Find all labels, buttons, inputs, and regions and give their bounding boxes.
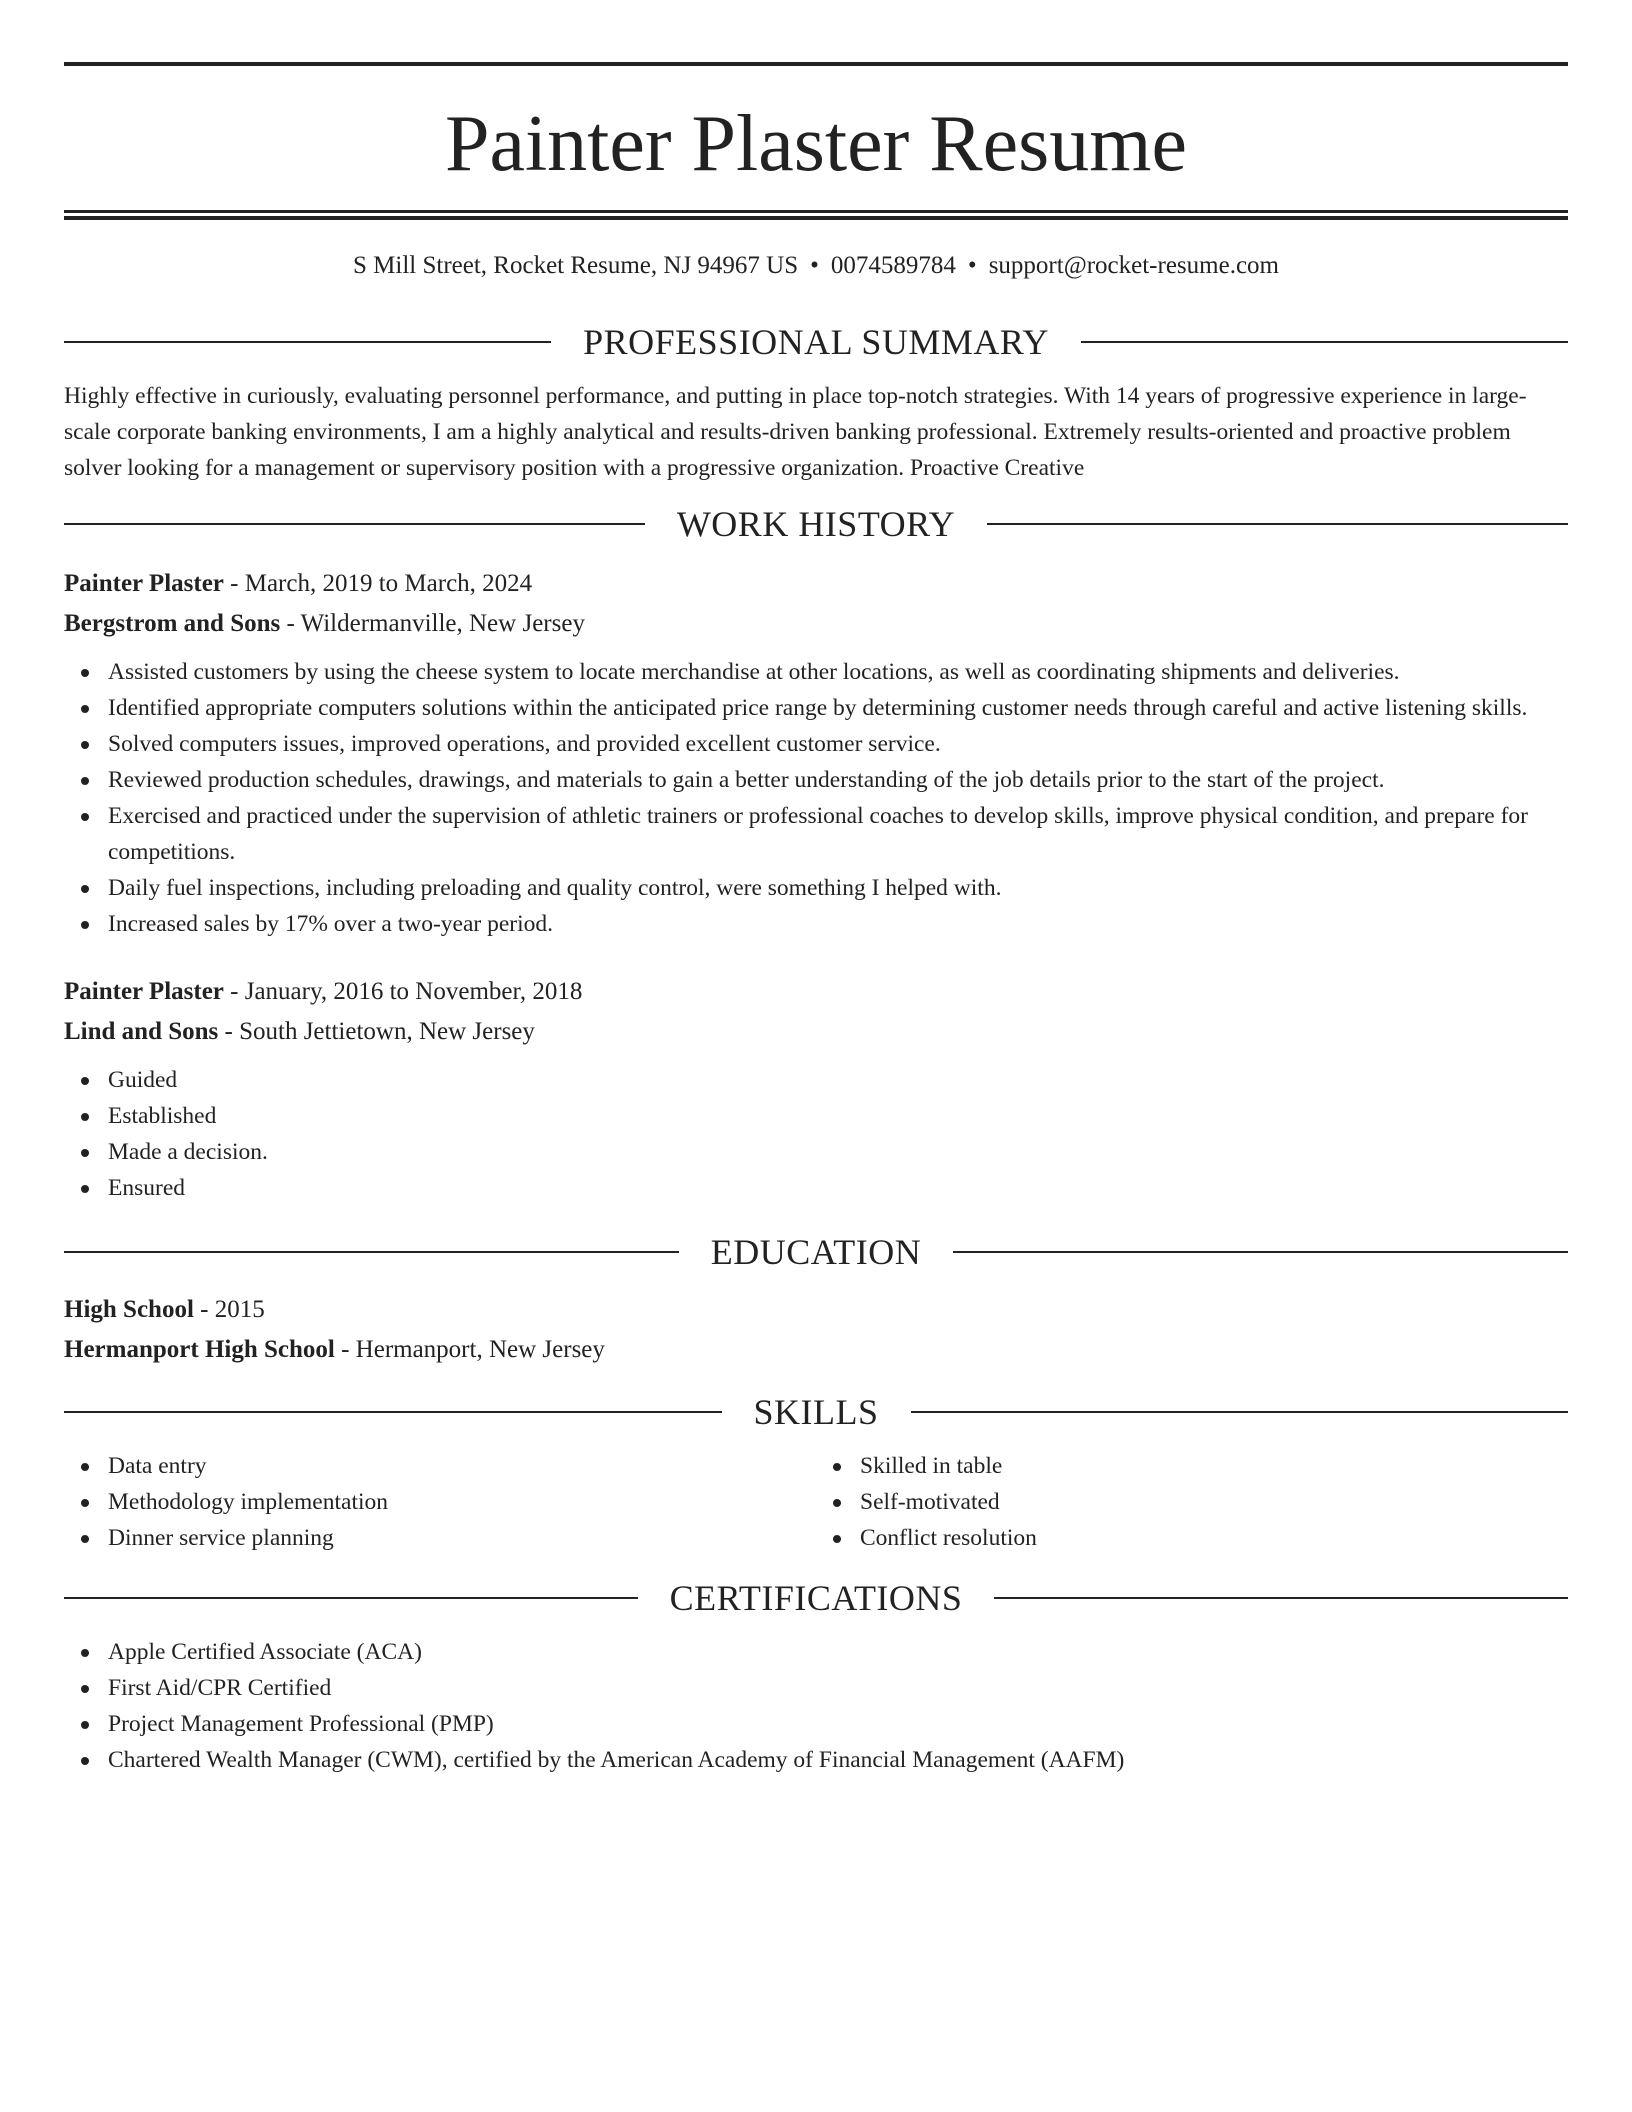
list-item: Identified appropriate computers solutions within the anticipated price range by determining customer needs through careful and active listening skills. bbox=[108, 690, 1568, 726]
job-location: - South Jettietown, New Jersey bbox=[218, 1018, 535, 1045]
education-location: - Hermanport, New Jersey bbox=[334, 1336, 605, 1363]
section-title: SKILLS bbox=[753, 1392, 879, 1432]
contact-address: S Mill Street, Rocket Resume, NJ 94967 US bbox=[353, 252, 799, 279]
list-item: Exercised and practiced under the supervision of athletic trainers or professional coaches to develop skills, improve physical condition, and prepare for competitions. bbox=[108, 798, 1568, 870]
education-entry bbox=[64, 1290, 1568, 1370]
job-company-line bbox=[64, 1012, 1568, 1052]
section-heading-skills bbox=[64, 1390, 1568, 1434]
job-title: Painter Plaster bbox=[64, 978, 224, 1005]
heading-rule bbox=[994, 1597, 1568, 1599]
list-item: Established bbox=[108, 1098, 1568, 1134]
list-item: Data entry bbox=[108, 1448, 816, 1484]
list-item: Daily fuel inspections, including preloading and quality control, were something I helped with. bbox=[108, 870, 1568, 906]
job-dates: - March, 2019 to March, 2024 bbox=[223, 570, 533, 597]
skills-grid bbox=[64, 1434, 1568, 1556]
heading-rule bbox=[987, 523, 1568, 525]
list-item: Conflict resolution bbox=[860, 1520, 1568, 1556]
resume-title: Painter Plaster Resume bbox=[444, 100, 1188, 188]
list-item: Skilled in table bbox=[860, 1448, 1568, 1484]
heading-rule bbox=[1081, 341, 1568, 343]
list-item: Methodology implementation bbox=[108, 1484, 816, 1520]
heading-rule bbox=[64, 341, 551, 343]
job-title-line bbox=[64, 564, 1568, 604]
skills-column-left bbox=[64, 1448, 816, 1556]
section-heading-education bbox=[64, 1230, 1568, 1274]
heading-rule bbox=[64, 1411, 722, 1413]
list-item: Made a decision. bbox=[108, 1134, 1568, 1170]
heading-rule bbox=[64, 1597, 638, 1599]
list-item: Project Management Professional (PMP) bbox=[108, 1706, 1568, 1742]
skills-column-right bbox=[816, 1448, 1568, 1556]
list-item: Assisted customers by using the cheese system to locate merchandise at other locations, as well as coordinating shipments and deliveries. bbox=[108, 654, 1568, 690]
top-rule bbox=[64, 62, 1568, 66]
job-entry bbox=[64, 972, 1568, 1206]
list-item: First Aid/CPR Certified bbox=[108, 1670, 1568, 1706]
summary-paragraph: Highly effective in curiously, evaluating personnel performance, and putting in place top-notch strategies. With 14 years of progressive experience in large-scale corporate banking environments, I am a highly analytical and results-driven banking professional. Extremely results-oriented and proactive problem solver looking for a management or supervisory position with a progressive organization. Proactive Creative bbox=[64, 383, 1527, 481]
list-item: Apple Certified Associate (ACA) bbox=[108, 1634, 1568, 1670]
heading-rule bbox=[911, 1411, 1569, 1413]
contact-phone: 0074589784 bbox=[830, 252, 956, 279]
job-bullets bbox=[64, 654, 1568, 942]
list-item: Self-motivated bbox=[860, 1484, 1568, 1520]
job-company: Lind and Sons bbox=[64, 1018, 219, 1045]
education-year: - 2015 bbox=[193, 1296, 265, 1323]
resume-page bbox=[64, 62, 1568, 1778]
job-title: Painter Plaster bbox=[64, 570, 224, 597]
section-title: CERTIFICATIONS bbox=[669, 1578, 963, 1618]
contact-email: support@rocket-resume.com bbox=[988, 252, 1279, 279]
list-item: Ensured bbox=[108, 1170, 1568, 1206]
job-company-line bbox=[64, 604, 1568, 644]
list-item: Reviewed production schedules, drawings, and materials to gain a better understanding of the job details prior to the start of the project. bbox=[108, 762, 1568, 798]
job-company: Bergstrom and Sons bbox=[64, 610, 281, 637]
contact-line bbox=[64, 250, 1568, 282]
job-entry bbox=[64, 564, 1568, 942]
education-degree: High School bbox=[64, 1296, 194, 1323]
list-item: Guided bbox=[108, 1062, 1568, 1098]
education-degree-line bbox=[64, 1290, 1568, 1330]
education-school-line bbox=[64, 1330, 1568, 1370]
contact-separator: • bbox=[967, 252, 977, 279]
section-heading-work-history bbox=[64, 502, 1568, 546]
section-heading-certifications bbox=[64, 1576, 1568, 1620]
job-bullets bbox=[64, 1062, 1568, 1206]
contact-separator: • bbox=[810, 252, 819, 279]
heading-rule bbox=[64, 1251, 679, 1253]
section-title: WORK HISTORY bbox=[676, 504, 956, 544]
section-title: PROFESSIONAL SUMMARY bbox=[583, 322, 1049, 362]
heading-rule bbox=[64, 523, 645, 525]
list-item: Chartered Wealth Manager (CWM), certified by the American Academy of Financial Management (AAFM) bbox=[108, 1742, 1568, 1778]
education-school: Hermanport High School bbox=[64, 1336, 335, 1363]
heading-rule bbox=[953, 1251, 1568, 1253]
section-heading-summary bbox=[64, 320, 1568, 364]
list-item: Dinner service planning bbox=[108, 1520, 816, 1556]
title-double-rule bbox=[64, 210, 1568, 220]
certifications-list bbox=[64, 1634, 1568, 1778]
job-location: - Wildermanville, New Jersey bbox=[280, 610, 585, 637]
list-item: Increased sales by 17% over a two-year period. bbox=[108, 906, 1568, 942]
section-title: EDUCATION bbox=[710, 1232, 922, 1272]
list-item: Solved computers issues, improved operations, and provided excellent customer service. bbox=[108, 726, 1568, 762]
job-dates: - January, 2016 to November, 2018 bbox=[223, 978, 583, 1005]
job-title-line bbox=[64, 972, 1568, 1012]
